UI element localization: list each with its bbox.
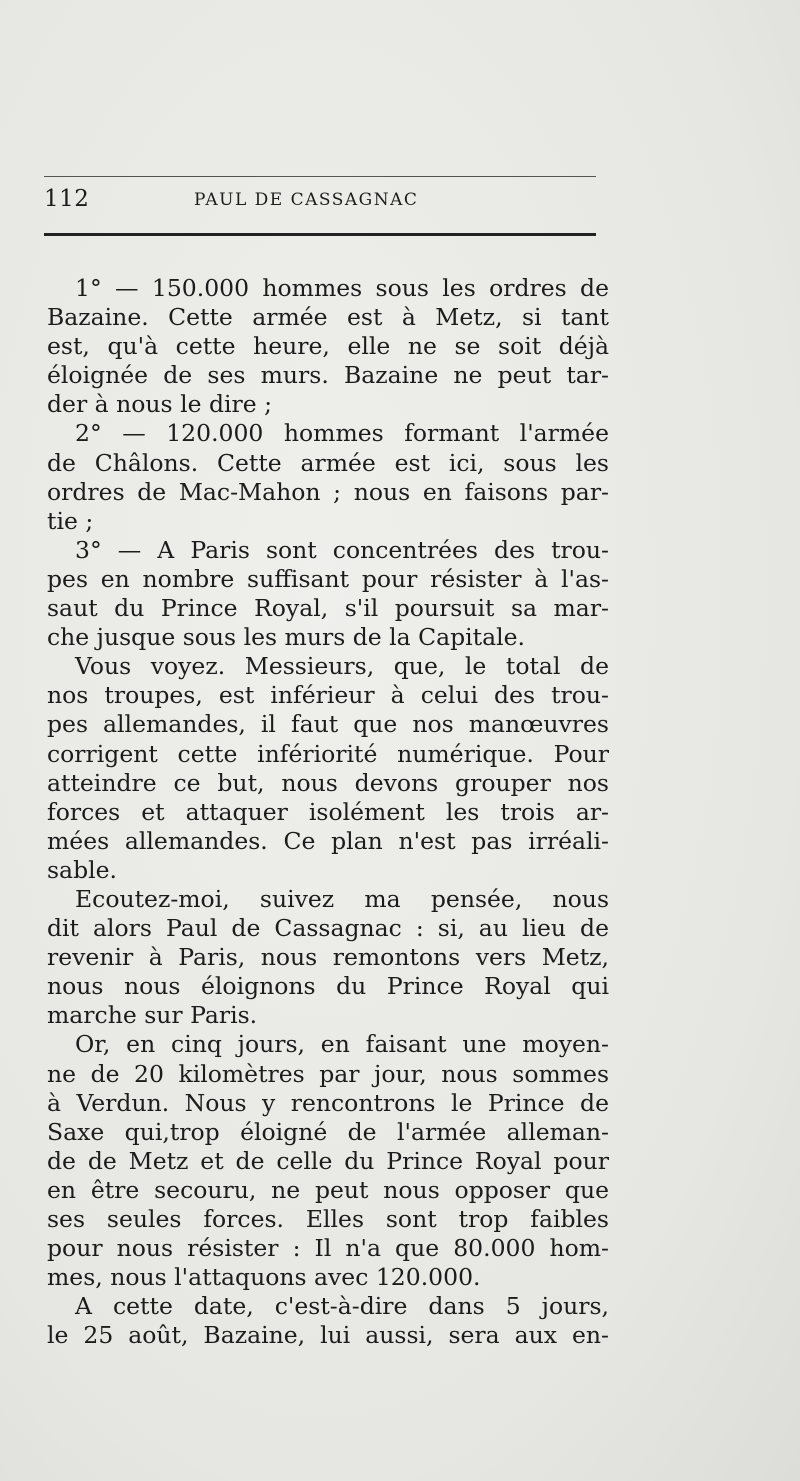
text-line: mées allemandes. Ce plan n'est pas irréali-: [47, 826, 609, 855]
text-line: Ecoutez-moi, suivez ma pensée, nous: [75, 884, 609, 913]
text-line: en être secouru, ne peut nous opposer que: [47, 1175, 609, 1204]
text-line: atteindre ce but, nous devons grouper nos: [47, 768, 609, 797]
text-line: ne de 20 kilomètres par jour, nous sommes: [47, 1059, 609, 1088]
text-line: à Verdun. Nous y rencontrons le Prince de: [47, 1088, 609, 1117]
page-number: 112: [44, 186, 90, 212]
body-text: [47, 274, 609, 1350]
text-line: de Châlons. Cette armée est ici, sous les: [47, 448, 609, 477]
text-line: che jusque sous les murs de la Capitale.: [47, 623, 526, 652]
text-line: pour nous résister : Il n'a que 80.000 hom-: [47, 1234, 609, 1263]
text-line: sable.: [47, 855, 118, 884]
text-line: le 25 août, Bazaine, lui aussi, sera aux en-: [47, 1321, 609, 1350]
text-line: dit alors Paul de Cassagnac : si, au lieu de: [47, 914, 609, 943]
text-line: de de Metz et de celle du Prince Royal pour: [47, 1146, 609, 1175]
text-line: éloignée de ses murs. Bazaine ne peut tar-: [47, 361, 609, 390]
text-line: 1° — 150.000 hommes sous les ordres de: [75, 274, 609, 302]
text-line: est, qu'à cette heure, elle ne se soit déjà: [47, 332, 609, 361]
text-line: Or, en cinq jours, en faisant une moyen-: [75, 1030, 609, 1059]
running-title: PAUL DE CASSAGNAC: [194, 190, 419, 210]
text-line: saut du Prince Royal, s'il poursuit sa mar-: [47, 594, 609, 623]
text-line: nous nous éloignons du Prince Royal qui: [47, 972, 609, 1001]
text-line: Vous voyez. Messieurs, que, le total de: [75, 652, 609, 681]
text-line: 3° — A Paris sont concentrées des trou-: [75, 535, 609, 564]
text-line: ses seules forces. Elles sont trop faibles: [47, 1205, 609, 1233]
text-line: marche sur Paris.: [47, 1001, 258, 1030]
running-head: [44, 186, 596, 222]
text-line: Bazaine. Cette armée est à Metz, si tant: [47, 303, 609, 332]
text-line: ordres de Mac-Mahon ; nous en faisons par-: [47, 477, 609, 506]
text-line: tie ;: [47, 506, 94, 535]
header-rule: [44, 233, 596, 236]
text-line: A cette date, c'est-à-dire dans 5 jours,: [75, 1292, 609, 1321]
text-line: pes allemandes, il faut que nos manœuvres: [47, 710, 609, 739]
text-line: nos troupes, est inférieur à celui des trou-: [47, 681, 609, 710]
text-line: revenir à Paris, nous remontons vers Metz,: [47, 943, 609, 972]
text-line: Saxe qui,trop éloigné de l'armée alleman-: [47, 1117, 609, 1146]
text-line: forces et attaquer isolément les trois ar-: [47, 797, 609, 826]
text-line: der à nous le dire ;: [47, 390, 273, 419]
top-rule: [44, 176, 596, 177]
text-line: mes, nous l'attaquons avec 120.000.: [47, 1263, 481, 1292]
text-line: corrigent cette infériorité numérique. Pour: [47, 739, 609, 768]
text-line: 2° — 120.000 hommes formant l'armée: [75, 419, 609, 448]
text-line: pes en nombre suffisant pour résister à l'as-: [47, 564, 609, 593]
